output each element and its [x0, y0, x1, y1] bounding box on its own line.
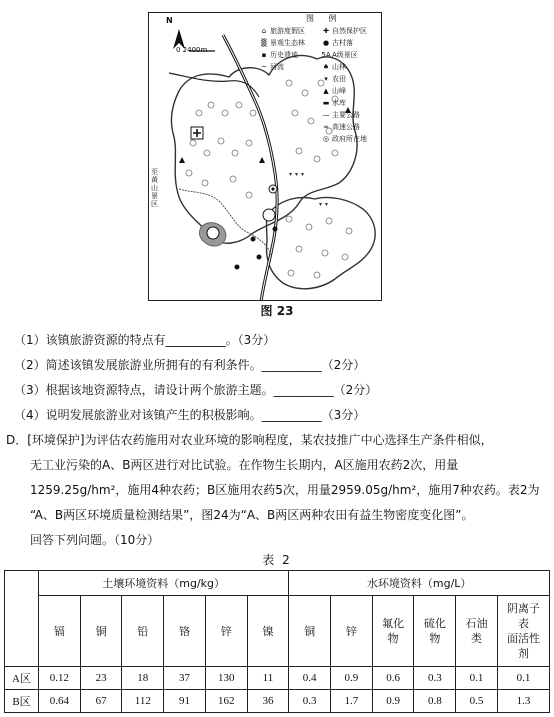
legend-item — [320, 74, 346, 84]
table-cell: 0.3 — [414, 667, 456, 690]
table-cell: 11 — [247, 667, 289, 690]
column-header: 硫化 物 — [414, 596, 456, 667]
legend-label: 农田 — [332, 75, 346, 83]
main-road-icon: — — [322, 111, 330, 119]
column-header: 铜 — [80, 596, 122, 667]
highway-icon: ═ — [323, 123, 329, 131]
legend-label: 主要公路 — [332, 111, 360, 119]
farmland-icon: ▾ — [324, 75, 328, 83]
nature-reserve-icon: ✚ — [323, 27, 329, 35]
column-header: 氟化 物 — [372, 596, 414, 667]
table-cell: 0.12 — [39, 667, 81, 690]
question-4: （4）说明发展旅游业对该镇产生的积极影响。__________（3分） — [14, 408, 366, 422]
environment-table — [4, 570, 550, 713]
section-d-line-5: 回答下列问题。（10分） — [30, 533, 160, 547]
table-cell: 36 — [247, 690, 289, 713]
legend-label: 自然保护区 — [332, 27, 367, 35]
legend-label: 高速公路 — [332, 123, 360, 131]
row-label: A区 — [5, 667, 39, 690]
side-label: 至黄山景区 — [151, 168, 158, 208]
table-cell: 0.3 — [289, 690, 331, 713]
legend-item — [320, 38, 353, 48]
ancient-village-icon: ● — [322, 39, 330, 47]
figure-caption: 图 23 — [260, 304, 294, 318]
legend-label: 景观生态林 — [270, 39, 305, 47]
column-header: 铬 — [164, 596, 206, 667]
question-1: （1）该镇旅游资源的特点有__________。（3分） — [14, 333, 276, 347]
legend-item — [320, 122, 360, 132]
legend-item — [258, 62, 284, 72]
table-cell: 0.1 — [456, 667, 498, 690]
mountain-forest-icon: ♠ — [322, 63, 330, 71]
table-cell: 112 — [122, 690, 164, 713]
legend-label: A级景区 — [332, 51, 358, 59]
table-cell: 0.64 — [39, 690, 81, 713]
table-cell: 130 — [205, 667, 247, 690]
table-cell: 162 — [205, 690, 247, 713]
ruins-icon: ▪ — [261, 51, 267, 59]
gov-seat-icon: ◎ — [322, 135, 330, 143]
table-cell: 0.6 — [372, 667, 414, 690]
column-header: 铜 — [289, 596, 331, 667]
legend-label: 山峰 — [332, 87, 346, 95]
north-label: N — [166, 16, 173, 25]
resort-icon: ⌂ — [261, 27, 267, 35]
table-cell: 1.7 — [331, 690, 373, 713]
scenic-area-icon: 5A — [321, 51, 331, 59]
legend-title: 图 例 — [306, 14, 343, 23]
water-group-header: 水环境资料（mg/L） — [289, 571, 550, 596]
column-header: 铅 — [122, 596, 164, 667]
legend-label: 山林 — [332, 63, 346, 71]
table-cell: 0.9 — [372, 690, 414, 713]
section-d-line-3: 1259.25g/hm²，施用4种农药；B区施用农药5次，用量2959.05g/hm²，施用7种农药。表2为 — [30, 483, 540, 497]
table-cell: 18 — [122, 667, 164, 690]
table-cell: 0.1 — [497, 667, 549, 690]
river-line — [179, 189, 271, 255]
legend-label: 历史遗迹 — [270, 51, 298, 59]
table-cell: 67 — [80, 690, 122, 713]
reservoir-icon: ▬ — [322, 99, 330, 107]
table-cell: 37 — [164, 667, 206, 690]
column-header: 石油 类 — [456, 596, 498, 667]
legend-item — [320, 86, 346, 96]
legend-item — [258, 26, 305, 36]
section-d-line-2: 无工业污染的A、B两区进行对比试验。在作物生长期内，A区施用农药2次，用量 — [30, 458, 459, 472]
legend-item — [258, 50, 298, 60]
table-cell: 91 — [164, 690, 206, 713]
legend-label: 政府所在地 — [332, 135, 367, 143]
table-row — [5, 690, 550, 713]
table-title: 表 2 — [262, 553, 292, 567]
table-cell: 23 — [80, 667, 122, 690]
map-legend — [261, 12, 382, 172]
table-cell: 0.9 — [331, 667, 373, 690]
legend-item — [320, 134, 367, 144]
legend-label: 河流 — [270, 63, 284, 71]
table-cell: 0.5 — [456, 690, 498, 713]
column-header: 锌 — [205, 596, 247, 667]
column-header: 阴离子 表 面活性 剂 — [497, 596, 549, 667]
section-d-line-1: D．[环境保护]为评估农药施用对农业环境的影响程度，某农技推广中心选择生产条件相似， — [6, 433, 493, 447]
table-cell: 0.4 — [289, 667, 331, 690]
scale-label: 0 2400m — [176, 46, 208, 54]
legend-label: 旅游度假区 — [270, 27, 305, 35]
column-header: 锌 — [331, 596, 373, 667]
column-header: 镍 — [247, 596, 289, 667]
table-row — [5, 667, 550, 690]
legend-item — [320, 26, 367, 36]
scenic-5a-marker — [263, 209, 275, 221]
question-3: （3）根据该地资源特点，请设计两个旅游主题。__________（2分） — [14, 383, 378, 397]
ecoforest-icon: ▒ — [261, 39, 267, 47]
peak-icon: ▲ — [323, 87, 329, 95]
legend-label: 古村落 — [332, 39, 353, 47]
row-label-header — [5, 571, 39, 667]
column-header: 镉 — [39, 596, 81, 667]
legend-item — [320, 98, 346, 108]
table-cell: 0.8 — [414, 690, 456, 713]
legend-item — [320, 50, 358, 60]
table-cell: 1.3 — [497, 690, 549, 713]
legend-item — [320, 62, 346, 72]
river-icon: ~ — [261, 63, 267, 71]
legend-item — [258, 38, 305, 48]
table-column-header — [5, 596, 550, 667]
legend-label: 水库 — [332, 99, 346, 107]
region-outline-south — [267, 197, 376, 288]
table-group-header — [5, 571, 550, 596]
question-2: （2）简述该镇发展旅游业所拥有的有利条件。__________（2分） — [14, 358, 366, 372]
section-d-line-4: “A、B两区环境质量检测结果”，图24为“A、B两区两种农田有益生物密度变化图”。 — [30, 508, 474, 522]
row-label: B区 — [5, 690, 39, 713]
legend-item — [320, 110, 360, 120]
soil-group-header: 土壤环境资料（mg/kg） — [39, 571, 289, 596]
